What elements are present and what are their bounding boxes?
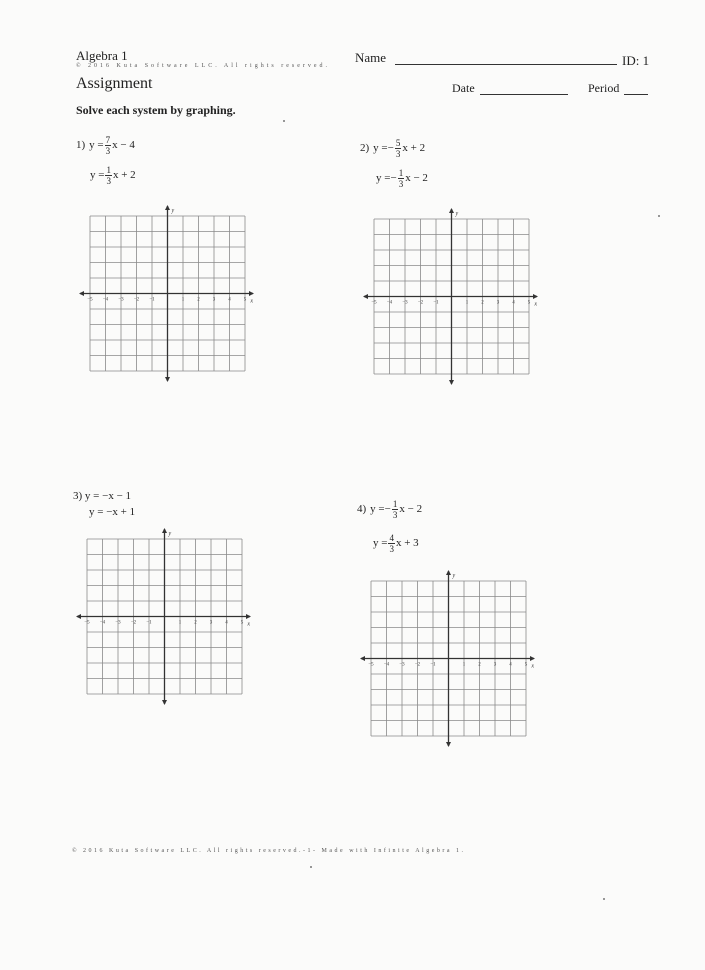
- tick-label: −3: [402, 300, 408, 306]
- tick-label: −1: [149, 297, 155, 303]
- equation-sign: −: [387, 142, 394, 154]
- y-axis-arrow: [446, 570, 451, 575]
- course-name: Algebra 1: [76, 48, 128, 63]
- numerator: 1: [392, 498, 398, 509]
- equation-lhs: y =: [376, 172, 391, 184]
- grid-svg: [362, 207, 541, 386]
- x-axis-label: x: [250, 298, 253, 305]
- denominator: 3: [106, 175, 111, 186]
- tick-label: 5: [240, 620, 244, 626]
- equation-rest: x + 2: [112, 169, 136, 181]
- copyright-line: © 2016 Kuta Software LLC. All rights reserved.: [76, 63, 331, 69]
- x-axis-arrow: [533, 294, 538, 299]
- name-field-line[interactable]: [395, 64, 617, 65]
- tick-label: 2: [194, 620, 197, 626]
- problem-2-equation-2: [360, 163, 428, 193]
- equation-lhs: y =: [373, 142, 388, 154]
- date-field-line[interactable]: [480, 94, 568, 95]
- tick-label: 5: [524, 662, 528, 668]
- tick-label: 5: [527, 300, 531, 306]
- tick-label: 1: [465, 300, 469, 306]
- equation-lhs: y =: [90, 169, 105, 181]
- x-axis-arrow: [363, 294, 368, 299]
- date-label: Date: [452, 81, 475, 95]
- page-footer: © 2016 Kuta Software LLC. All rights reserved.-1- Made with Infinite Algebra 1.: [72, 848, 466, 854]
- x-axis-arrow: [360, 656, 365, 661]
- x-axis-label: x: [531, 663, 534, 670]
- tick-label: −2: [417, 300, 424, 306]
- x-axis-label: x: [247, 621, 250, 628]
- equation-text: y = −x − 1: [84, 490, 132, 502]
- tick-label: −1: [433, 300, 439, 306]
- grid-svg: [359, 569, 538, 748]
- x-axis-arrow: [79, 291, 84, 296]
- tick-label: 2: [197, 297, 200, 303]
- problem-3-equation-2: y = −x + 1: [89, 506, 136, 518]
- equation-rest: x − 2: [405, 172, 428, 184]
- tick-label: 3: [212, 297, 216, 303]
- coordinate-grid-3[interactable]: [75, 527, 254, 706]
- tick-label: −5: [371, 300, 377, 306]
- tick-label: −2: [133, 297, 140, 303]
- equation-rest: x − 4: [112, 139, 135, 151]
- tick-label: −5: [368, 662, 374, 668]
- tick-label: −4: [99, 620, 106, 626]
- x-axis-arrow: [249, 291, 254, 296]
- fraction: [392, 499, 399, 520]
- equation-sign: −: [390, 172, 397, 184]
- tick-label: −5: [84, 620, 90, 626]
- tick-label: 4: [509, 662, 512, 668]
- scan-speck: [283, 120, 285, 122]
- y-axis-arrow: [165, 377, 170, 382]
- numerator: 7: [105, 134, 111, 145]
- tick-label: 1: [181, 297, 185, 303]
- scan-speck: [603, 898, 605, 900]
- numerator: 1: [398, 167, 404, 178]
- problem-3: [73, 490, 135, 522]
- tick-label: −4: [386, 300, 393, 306]
- denominator: 3: [389, 543, 394, 554]
- fraction: [395, 138, 402, 159]
- tick-label: 3: [496, 300, 500, 306]
- problem-number: 1): [76, 139, 86, 151]
- scan-speck: [310, 866, 312, 868]
- x-axis-label: x: [534, 301, 537, 308]
- problem-3-equation-1: [73, 490, 135, 506]
- fraction: [398, 168, 405, 189]
- fraction: [388, 533, 395, 554]
- problem-4-equation-1: [357, 494, 422, 524]
- y-axis-arrow: [162, 700, 167, 705]
- y-axis-arrow: [449, 380, 454, 385]
- problem-4: [357, 494, 422, 558]
- period-field-line[interactable]: [624, 94, 648, 95]
- problem-2: [360, 133, 428, 193]
- denominator: 3: [398, 178, 404, 189]
- scan-speck: [658, 215, 660, 217]
- tick-label: 1: [178, 620, 182, 626]
- tick-label: 1: [462, 662, 466, 668]
- tick-label: 4: [512, 300, 515, 306]
- problem-1: [76, 130, 136, 190]
- y-axis-label: y: [168, 531, 172, 537]
- tick-label: −3: [118, 297, 124, 303]
- coordinate-grid-1[interactable]: [78, 204, 257, 383]
- numerator: 5: [395, 137, 401, 148]
- denominator: 3: [395, 148, 401, 159]
- problem-number: 4): [357, 503, 367, 515]
- tick-label: −5: [87, 297, 93, 303]
- equation-sign: −: [384, 503, 391, 515]
- y-axis-label: y: [171, 208, 175, 214]
- tick-label: −3: [399, 662, 405, 668]
- denominator: 3: [105, 145, 111, 156]
- y-axis-arrow: [165, 205, 170, 210]
- tick-label: 2: [481, 300, 484, 306]
- numerator: 1: [106, 164, 111, 175]
- fraction: [105, 165, 112, 186]
- problem-4-equation-2: [357, 528, 422, 558]
- equation-rest: x + 2: [402, 142, 426, 154]
- grid-svg: [75, 527, 254, 706]
- tick-label: −3: [115, 620, 121, 626]
- y-axis-arrow: [162, 528, 167, 533]
- tick-label: 3: [209, 620, 213, 626]
- equation-rest: x − 2: [399, 503, 423, 515]
- tick-label: −2: [130, 620, 137, 626]
- problem-2-equation-1: [360, 133, 428, 163]
- problem-1-equation-2: [76, 160, 136, 190]
- coordinate-grid-4[interactable]: [359, 569, 538, 748]
- tick-label: 4: [228, 297, 231, 303]
- tick-label: 3: [493, 662, 497, 668]
- problem-number: 3): [73, 490, 83, 502]
- grid-svg: [78, 204, 257, 383]
- equation-lhs: y =: [370, 503, 385, 515]
- page-title: Assignment: [76, 75, 153, 92]
- denominator: 3: [392, 509, 398, 520]
- y-axis-label: y: [455, 211, 459, 217]
- y-axis-arrow: [446, 742, 451, 747]
- tick-label: −4: [102, 297, 109, 303]
- id-label: ID: 1: [622, 53, 650, 68]
- tick-label: 2: [478, 662, 481, 668]
- instructions: Solve each system by graphing.: [76, 103, 236, 117]
- tick-label: −4: [383, 662, 390, 668]
- tick-label: −2: [414, 662, 421, 668]
- tick-label: 4: [225, 620, 228, 626]
- x-axis-arrow: [76, 614, 81, 619]
- problem-1-equation-1: [76, 130, 136, 160]
- name-label: Name: [355, 50, 387, 65]
- y-axis-arrow: [449, 208, 454, 213]
- x-axis-arrow: [530, 656, 535, 661]
- coordinate-grid-2[interactable]: [362, 207, 541, 386]
- period-label: Period: [588, 81, 620, 95]
- tick-label: −1: [146, 620, 152, 626]
- tick-label: 5: [243, 297, 247, 303]
- equation-lhs: y =: [89, 139, 104, 151]
- fraction: [105, 135, 112, 156]
- y-axis-label: y: [452, 573, 456, 579]
- equation-rest: x + 3: [395, 537, 419, 549]
- tick-label: −1: [430, 662, 436, 668]
- x-axis-arrow: [246, 614, 251, 619]
- problem-number: 2): [360, 142, 370, 154]
- numerator: 4: [389, 532, 394, 543]
- equation-lhs: y =: [373, 537, 388, 549]
